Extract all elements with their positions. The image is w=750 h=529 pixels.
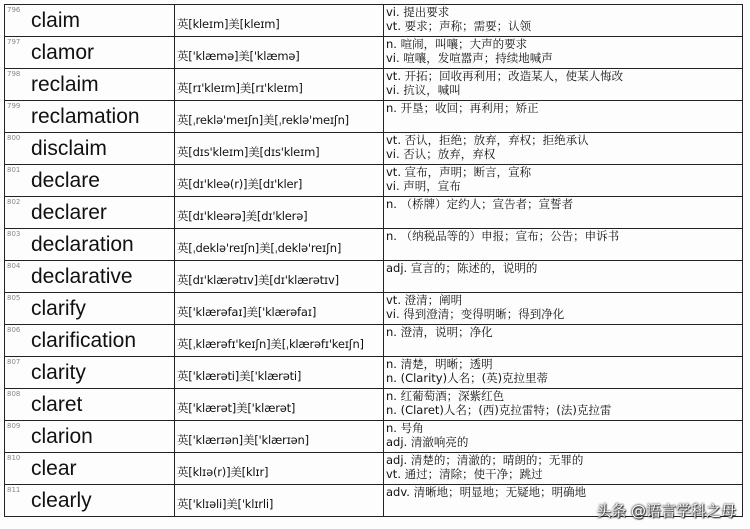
entry-number: 805	[7, 294, 21, 302]
word-cell	[5, 293, 175, 325]
phonetic-cell	[175, 261, 384, 293]
phonetic-cell	[175, 197, 384, 229]
headword: reclamation	[31, 104, 140, 128]
word-cell	[5, 37, 175, 69]
word-cell	[5, 421, 175, 453]
phonetic-cell	[175, 325, 384, 357]
vocabulary-table-body	[5, 5, 743, 517]
entry-number: 804	[7, 262, 21, 270]
entry-number: 811	[7, 486, 21, 494]
definition-line: adj. 清澈响亮的	[386, 435, 469, 449]
table-row	[5, 69, 743, 101]
phonetic-cell	[175, 485, 384, 517]
headword: clarion	[31, 424, 93, 448]
phonetic: 英[dɪ'kleə(r)]美[dɪ'kler]	[177, 176, 303, 191]
word-cell	[5, 69, 175, 101]
phonetic: 英['klærɪən]美['klærɪən]	[177, 432, 309, 447]
phonetic: 英[kleɪm]美[kleɪm]	[177, 16, 280, 31]
phonetic: 英[dɪ'klærətɪv]美[dɪ'klærətɪv]	[177, 272, 339, 287]
table-row	[5, 37, 743, 69]
phonetic: 英['klærəti]美['klærəti]	[177, 368, 302, 383]
definition-line: vi. 喧嚷，发喧嚣声；持续地喊声	[386, 51, 553, 65]
definition-line: n. 红葡萄酒；深紫红色	[386, 389, 505, 403]
definition-line: adj. 宣言的；陈述的，说明的	[386, 261, 538, 275]
phonetic-cell	[175, 5, 384, 37]
phonetic-cell	[175, 165, 384, 197]
entry-number: 810	[7, 454, 21, 462]
definition-cell	[384, 229, 743, 261]
definition-line: vt. 开拓；回收再利用；改造某人，使某人悔改	[386, 69, 624, 83]
definition-line: adv. 清晰地；明显地；无疑地；明确地	[386, 485, 587, 499]
headword: disclaim	[31, 136, 107, 160]
table-row	[5, 5, 743, 37]
word-cell	[5, 453, 175, 485]
word-cell	[5, 133, 175, 165]
definition-line: n. 开垦；收回；再利用；矫正	[386, 101, 539, 115]
entry-number: 799	[7, 102, 21, 110]
definition-cell	[384, 421, 743, 453]
definition-cell	[384, 357, 743, 389]
entry-number: 802	[7, 198, 21, 206]
phonetic: 英['klæmə]美['klæmə]	[177, 48, 300, 63]
definition-line: n. 澄清，说明；净化	[386, 325, 493, 339]
headword: clamor	[31, 40, 95, 64]
table-row	[5, 293, 743, 325]
phonetic: 英[ˌdeklə'reɪʃn]美[ˌdeklə'reɪʃn]	[177, 240, 342, 255]
headword: clarify	[31, 296, 86, 320]
phonetic-cell	[175, 453, 384, 485]
definition-line: vt. 宣布，声明；断言，宣称	[386, 165, 532, 179]
word-cell	[5, 5, 175, 37]
definition-line: n. 喧闹，叫嚷；大声的要求	[386, 37, 528, 51]
phonetic-cell	[175, 389, 384, 421]
definition-cell	[384, 293, 743, 325]
phonetic: 英['klærət]美['klærət]	[177, 400, 296, 415]
headword: declarative	[31, 264, 133, 288]
phonetic: 英[ˌreklə'meɪʃn]美[ˌreklə'meɪʃn]	[177, 112, 349, 127]
headword: declaration	[31, 232, 134, 256]
table-row	[5, 261, 743, 293]
headword: clarity	[31, 360, 86, 384]
headword: claim	[31, 8, 81, 32]
headword: declare	[31, 168, 100, 192]
definition-line: vi. 声明，宣布	[386, 179, 461, 193]
definition-line: n. （纳税品等的）申报；宣布；公告；申诉书	[386, 229, 620, 243]
definition-line: n. （桥牌）定约人；宣告者；宣誓者	[386, 197, 574, 211]
word-cell	[5, 389, 175, 421]
definition-line: adj. 清楚的；清澈的；晴朗的；无罪的	[386, 453, 584, 467]
word-cell	[5, 261, 175, 293]
phonetic-cell	[175, 101, 384, 133]
table-row	[5, 133, 743, 165]
headword: clearly	[31, 488, 92, 512]
phonetic-cell	[175, 37, 384, 69]
table-row	[5, 421, 743, 453]
definition-line: vi. 抗议，喊叫	[386, 83, 461, 97]
entry-number: 798	[7, 70, 21, 78]
definition-cell	[384, 261, 743, 293]
phonetic: 英['klærəfaɪ]美['klærəfaɪ]	[177, 304, 317, 319]
table-row	[5, 229, 743, 261]
definition-cell	[384, 389, 743, 421]
phonetic: 英[dɪs'kleɪm]美[dɪs'kleɪm]	[177, 144, 320, 159]
definition-cell	[384, 5, 743, 37]
phonetic-cell	[175, 69, 384, 101]
definition-line: vt. 否认，拒绝；放弃，弃权；拒绝承认	[386, 133, 589, 147]
entry-number: 809	[7, 422, 21, 430]
word-cell	[5, 165, 175, 197]
definition-line: vt. 要求；声称；需要；认领	[386, 19, 532, 33]
definition-cell	[384, 69, 743, 101]
definition-cell	[384, 37, 743, 69]
table-row	[5, 165, 743, 197]
headword: claret	[31, 392, 83, 416]
definition-cell	[384, 197, 743, 229]
phonetic: 英[rɪ'kleɪm]美[rɪ'kleɪm]	[177, 80, 303, 95]
word-cell	[5, 357, 175, 389]
entry-number: 803	[7, 230, 21, 238]
headword: clear	[31, 456, 77, 480]
definition-line: vt. 澄清；阐明	[386, 293, 463, 307]
headword: declarer	[31, 200, 107, 224]
entry-number: 807	[7, 358, 21, 366]
entry-number: 808	[7, 390, 21, 398]
phonetic-cell	[175, 421, 384, 453]
definition-line: vi. 否认；放弃，弃权	[386, 147, 496, 161]
definition-line: vi. 得到澄清；变得明晰；得到净化	[386, 307, 565, 321]
watermark: 头条 @语言学科之母	[596, 502, 736, 520]
entry-number: 800	[7, 134, 21, 142]
phonetic-cell	[175, 133, 384, 165]
entry-number: 806	[7, 326, 21, 334]
table-row	[5, 325, 743, 357]
word-cell	[5, 485, 175, 517]
definition-line: n. (Clarity)人名；(英)克拉里蒂	[386, 371, 549, 385]
word-cell	[5, 229, 175, 261]
phonetic: 英[klɪə(r)]美[klɪr]	[177, 464, 269, 479]
definition-cell	[384, 165, 743, 197]
entry-number: 797	[7, 38, 21, 46]
phonetic: 英[dɪ'kleərə]美[dɪ'klerə]	[177, 208, 308, 223]
definition-line: n. (Claret)人名；(西)克拉雷特；(法)克拉雷	[386, 403, 612, 417]
entry-number: 796	[7, 6, 21, 14]
entry-number: 801	[7, 166, 21, 174]
vocabulary-table	[4, 4, 743, 517]
table-row	[5, 453, 743, 485]
headword: reclaim	[31, 72, 99, 96]
word-cell	[5, 325, 175, 357]
table-row	[5, 389, 743, 421]
phonetic-cell	[175, 229, 384, 261]
phonetic: 英['klɪəli]美['klɪrli]	[177, 496, 274, 511]
definition-line: vt. 通过；清除；使干净；跳过	[386, 467, 543, 481]
definition-cell	[384, 133, 743, 165]
word-cell	[5, 101, 175, 133]
definition-cell	[384, 325, 743, 357]
word-cell	[5, 197, 175, 229]
definition-line: n. 号角	[386, 421, 424, 435]
definition-cell	[384, 101, 743, 133]
definition-cell	[384, 453, 743, 485]
table-row	[5, 101, 743, 133]
definition-line: vi. 提出要求	[386, 5, 450, 19]
definition-line: n. 清楚，明晰；透明	[386, 357, 493, 371]
headword: clarification	[31, 328, 137, 352]
table-row	[5, 197, 743, 229]
phonetic: 英[ˌklærəfɪ'keɪʃn]美[ˌklærəfɪ'keɪʃn]	[177, 336, 364, 351]
phonetic-cell	[175, 357, 384, 389]
table-row	[5, 357, 743, 389]
phonetic-cell	[175, 293, 384, 325]
